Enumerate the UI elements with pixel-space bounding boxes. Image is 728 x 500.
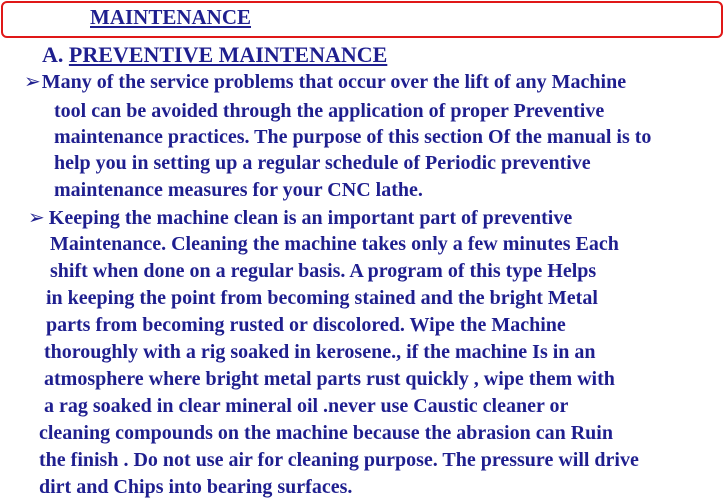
paragraph-2-line-6: thoroughly with a rig soaked in kerosene., if the machine Is in an [44, 341, 596, 363]
paragraph-1-line-2: tool can be avoided through the application of proper Preventive [54, 100, 605, 122]
section-prefix: A. [42, 42, 69, 67]
section-heading [42, 42, 387, 68]
paragraph-2-line-4: in keeping the point from becoming stained and the bright Metal [46, 287, 598, 309]
section-heading-text: PREVENTIVE MAINTENANCE [68, 42, 388, 67]
paragraph-2-line-10: the finish . Do not use air for cleaning purpose. The pressure will drive [39, 449, 639, 471]
paragraph-1-line-3: maintenance practices. The purpose of this section Of the manual is to [54, 126, 652, 148]
paragraph-2-line-5: parts from becoming rusted or discolored. Wipe the Machine [46, 314, 566, 336]
paragraph-2-line-11: dirt and Chips into bearing surfaces. [39, 476, 353, 498]
paragraph-2-line-7: atmosphere where bright metal parts rust quickly , wipe them with [44, 368, 615, 390]
bullet-arrow-icon: ➢ [24, 71, 41, 93]
paragraph-2-line-8: a rag soaked in clear mineral oil .never use Caustic cleaner or [44, 395, 569, 417]
paragraph-1-line-4: help you in setting up a regular schedule of Periodic preventive [54, 152, 591, 174]
paragraph-2-line-1 [28, 207, 572, 229]
paragraph-1-line-5: maintenance measures for your CNC lathe. [54, 179, 423, 201]
paragraph-1-line-1 [24, 71, 626, 93]
paragraph-2-text: Keeping the machine clean is an important part of preventive [48, 207, 573, 229]
paragraph-2-line-2: Maintenance. Cleaning the machine takes only a few minutes Each [50, 233, 619, 255]
paragraph-2-line-3: shift when done on a regular basis. A program of this type Helps [50, 260, 597, 282]
paragraph-2-line-9: cleaning compounds on the machine because the abrasion can Ruin [39, 422, 613, 444]
bullet-arrow-icon: ➢ [28, 207, 45, 229]
paragraph-1-text: Many of the service problems that occur over the lift of any Machine [41, 71, 627, 93]
page-title: MAINTENANCE [90, 5, 252, 29]
